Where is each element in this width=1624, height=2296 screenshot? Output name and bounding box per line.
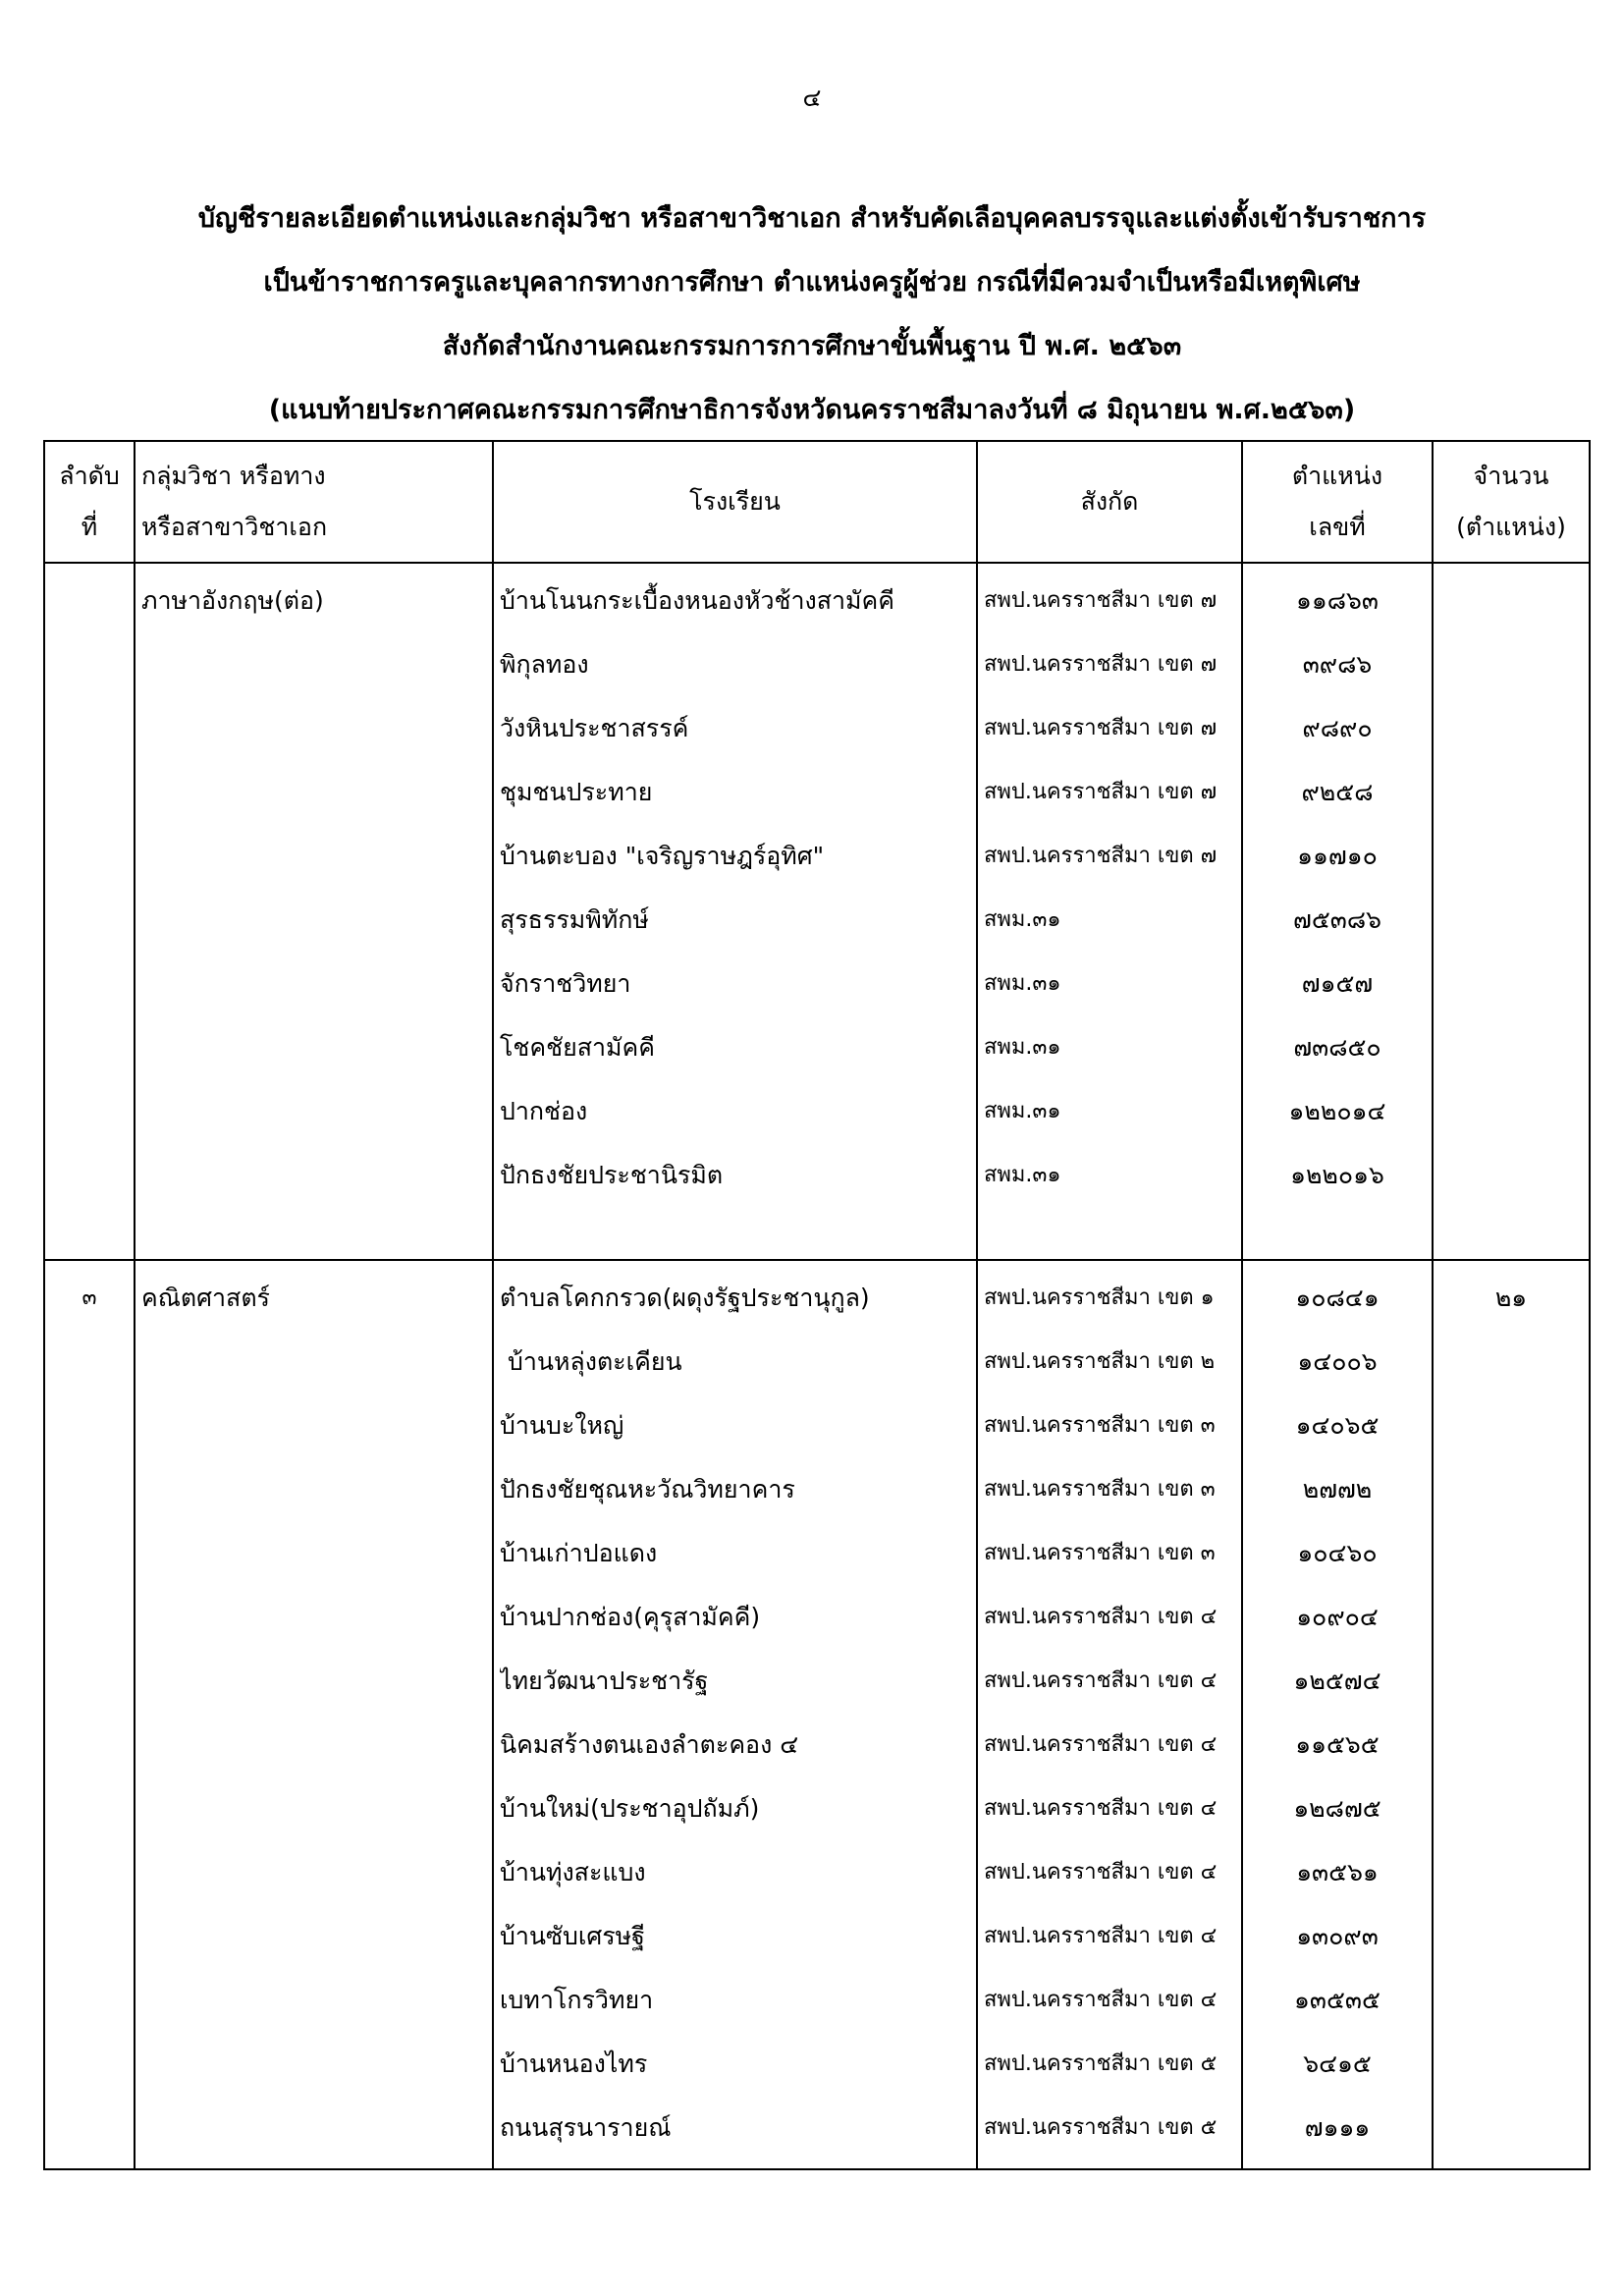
table-row — [44, 1260, 1590, 2169]
affiliation: สพป.นครราชสีมา เขต ๗ — [984, 780, 1218, 804]
school-name: ถนนสุรนารายณ์ — [500, 2113, 672, 2142]
affiliation: สพป.นครราชสีมา เขต ๓ — [984, 1413, 1216, 1438]
cell-no: ๓ — [44, 1260, 135, 2169]
position-number: ๑๐๘๔๑ — [1295, 1284, 1380, 1312]
affiliation: สพป.นครราชสีมา เขต ๗ — [984, 652, 1218, 677]
cell-position-numbers — [1242, 563, 1433, 1260]
affiliation: สพป.นครราชสีมา เขต ๑ — [984, 1285, 1215, 1310]
school-name: นิคมสร้างตนเองลำตะคอง ๔ — [500, 1730, 799, 1759]
school-name: บ้านบะใหญ่ — [500, 1411, 624, 1440]
affiliation: สพป.นครราชสีมา เขต ๗ — [984, 716, 1218, 740]
page-number: ๔ — [802, 83, 822, 112]
affiliation: สพป.นครราชสีมา เขต ๔ — [984, 1988, 1218, 2012]
affiliation: สพป.นครราชสีมา เขต ๓ — [984, 1477, 1216, 1502]
school-name: วังหินประชาสรรค์ — [500, 714, 689, 742]
school-name: บ้านตะบอง "เจริญราษฎร์อุทิศ" — [500, 842, 825, 870]
cell-no — [44, 563, 135, 1260]
position-number: ๑๓๕๓๕ — [1294, 1986, 1380, 2014]
header-no: ลำดับ ที่ — [44, 441, 135, 563]
position-number: ๗๓๘๕๐ — [1293, 1033, 1381, 1062]
cell-position-numbers — [1242, 1260, 1433, 2169]
position-number: ๑๒๒๐๑๖ — [1290, 1161, 1384, 1189]
position-number: ๑๔๐๐๖ — [1297, 1347, 1378, 1376]
position-number: ๖๔๑๕ — [1303, 2050, 1372, 2078]
position-number: ๙๘๙๐ — [1302, 714, 1373, 742]
position-number: ๑๐๙๐๔ — [1296, 1603, 1379, 1631]
school-name: จักราชวิทยา — [500, 969, 631, 998]
affiliation: สพป.นครราชสีมา เขต ๔ — [984, 1860, 1218, 1885]
position-number: ๑๒๕๗๔ — [1293, 1667, 1381, 1695]
cell-affiliations — [977, 1260, 1242, 2169]
header-count: จำนวน (ตำแหน่ง) — [1433, 441, 1590, 563]
school-name: ตำบลโคกกรวด(ผดุงรัฐประชานุกูล) — [500, 1284, 870, 1312]
school-name: บ้านซับเศรษฐี — [500, 1922, 645, 1950]
school-name: สุรธรรมพิทักษ์ — [500, 905, 649, 934]
table-row — [44, 563, 1590, 1260]
cell-subject: คณิตศาสตร์ — [135, 1260, 493, 2169]
position-number: ๑๑๘๖๓ — [1296, 586, 1379, 615]
affiliation: สพป.นครราชสีมา เขต ๓ — [984, 1541, 1216, 1565]
affiliation: สพป.นครราชสีมา เขต ๔ — [984, 1796, 1218, 1821]
school-name: ปักธงชัยชุณหะวัณวิทยาคาร — [500, 1475, 795, 1503]
school-name: โชคชัยสามัคคี — [500, 1033, 655, 1062]
position-number: ๓๙๘๖ — [1302, 650, 1373, 679]
school-name: บ้านหนองไทร — [500, 2050, 648, 2078]
cell-schools — [493, 563, 977, 1260]
position-number: ๑๓๐๙๓ — [1296, 1922, 1379, 1950]
school-name: บ้านโนนกระเบื้องหนองหัวช้างสามัคคี — [500, 586, 894, 615]
position-number: ๑๑๕๖๕ — [1295, 1730, 1380, 1759]
header-affiliation: สังกัด — [977, 441, 1242, 563]
position-number: ๑๒๘๗๕ — [1293, 1794, 1381, 1823]
affiliation: สพป.นครราชสีมา เขต ๕ — [984, 2115, 1218, 2140]
cell-schools — [493, 1260, 977, 2169]
position-number: ๗๕๓๘๖ — [1293, 905, 1381, 934]
positions-table — [43, 440, 1591, 2170]
position-number: ๗๑๕๗ — [1301, 969, 1374, 998]
school-name: ชุมชนประทาย — [500, 778, 653, 806]
affiliation: สพป.นครราชสีมา เขต ๕ — [984, 2051, 1218, 2076]
document-title — [0, 187, 1624, 442]
school-name: เบทาโกรวิทยา — [500, 1986, 654, 2014]
affiliation: สพป.นครราชสีมา เขต ๔ — [984, 1924, 1218, 1948]
position-number: ๑๓๕๖๑ — [1296, 1858, 1379, 1886]
affiliation: สพป.นครราชสีมา เขต ๔ — [984, 1732, 1218, 1757]
affiliation: สพป.นครราชสีมา เขต ๒ — [984, 1349, 1216, 1374]
affiliation: สพป.นครราชสีมา เขต ๔ — [984, 1605, 1218, 1629]
school-name: บ้านเก่าปอแดง — [500, 1539, 658, 1567]
position-number: ๙๒๕๘ — [1301, 778, 1374, 806]
title-line-3: สังกัดสำนักงานคณะกรรมการการศึกษาขั้นพื้นฐาน ปี พ.ศ. ๒๕๖๓ — [442, 331, 1182, 361]
affiliation: สพป.นครราชสีมา เขต ๗ — [984, 844, 1218, 868]
cell-subject: ภาษาอังกฤษ(ต่อ) — [135, 563, 493, 1260]
cell-count — [1433, 563, 1590, 1260]
position-number: ๗๑๑๑ — [1304, 2113, 1371, 2142]
affiliation: สพม.๓๑ — [984, 1163, 1061, 1187]
school-name: บ้านปากช่อง(คุรุสามัคคี) — [500, 1603, 761, 1631]
table-header-row — [44, 441, 1590, 563]
school-name: บ้านหลุ่งตะเคียน — [500, 1347, 682, 1376]
header-school: โรงเรียน — [493, 441, 977, 563]
affiliation: สพม.๓๑ — [984, 907, 1061, 932]
affiliation: สพม.๓๑ — [984, 1099, 1061, 1123]
affiliation: สพป.นครราชสีมา เขต ๔ — [984, 1668, 1218, 1693]
school-name: ปักธงชัยประชานิรมิต — [500, 1161, 724, 1189]
affiliation: สพม.๓๑ — [984, 1035, 1061, 1060]
header-subject: กลุ่มวิชา หรือทาง หรือสาขาวิชาเอก — [135, 441, 493, 563]
position-number: ๑๔๐๖๕ — [1295, 1411, 1380, 1440]
position-number: ๑๐๔๖๐ — [1297, 1539, 1378, 1567]
position-number: ๒๗๗๒ — [1302, 1475, 1373, 1503]
school-name: พิกุลทอง — [500, 650, 589, 679]
header-position-number: ตำแหน่ง เลขที่ — [1242, 441, 1433, 563]
school-name: บ้านทุ่งสะแบง — [500, 1858, 646, 1886]
title-line-4: (แนบท้ายประกาศคณะกรรมการศึกษาธิการจังหวัดนครราชสีมาลงวันที่ ๘ มิถุนายน พ.ศ.๒๕๖๓) — [268, 395, 1356, 425]
title-line-2: เป็นข้าราชการครูและบุคลากรทางการศึกษา ตำแหน่งครูผู้ช่วย กรณีที่มีควมจำเป็นหรือมีเหตุพิเศษ — [263, 267, 1361, 298]
position-number: ๑๑๗๑๐ — [1297, 842, 1378, 870]
position-number: ๑๒๒๐๑๔ — [1288, 1097, 1386, 1125]
affiliation: สพป.นครราชสีมา เขต ๗ — [984, 588, 1218, 613]
cell-count: ๒๑ — [1433, 1260, 1590, 2169]
title-line-1: บัญชีรายละเอียดตำแหน่งและกลุ่มวิชา หรือสาขาวิชาเอก สำหรับคัดเลือบุคคลบรรจุและแต่งตั้งเข้ารับราชการ — [197, 203, 1427, 234]
affiliation: สพม.๓๑ — [984, 971, 1061, 996]
school-name: บ้านใหม่(ประชาอุปถัมภ์) — [500, 1794, 760, 1823]
cell-affiliations — [977, 563, 1242, 1260]
school-name: ปากช่อง — [500, 1097, 588, 1125]
school-name: ไทยวัฒนาประชารัฐ — [500, 1667, 709, 1695]
